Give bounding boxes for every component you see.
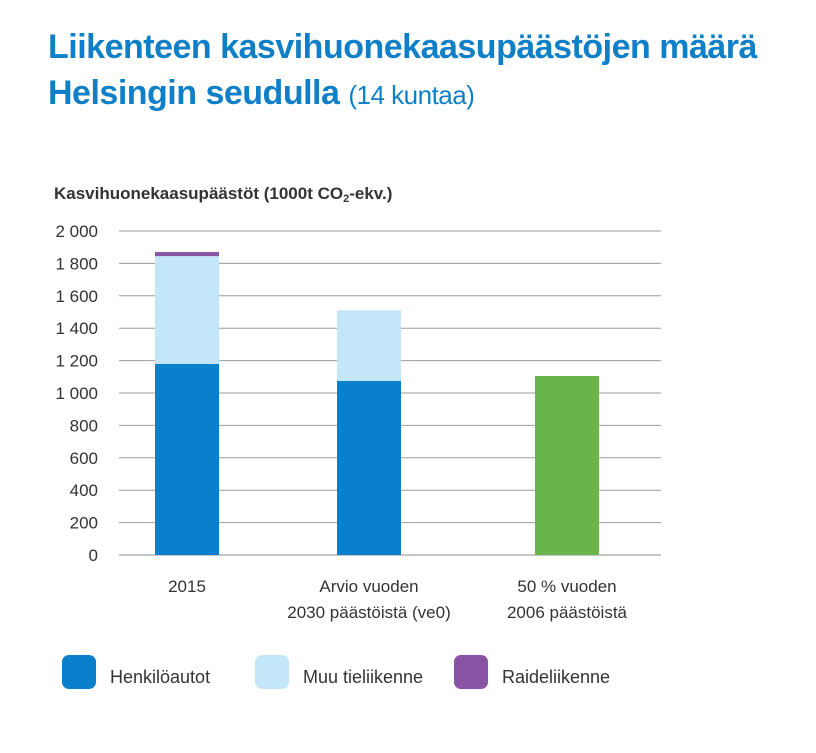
legend-swatch-henkiloautot [62, 655, 96, 689]
legend-item-henkiloautot [62, 654, 210, 690]
y-tick-label-0: 0 [88, 546, 98, 565]
y-tick-label-400: 400 [69, 481, 98, 501]
legend-item-muu-tieliikenne [255, 654, 423, 690]
y-axis-label-subscript: 2 [343, 193, 350, 205]
title-line-1: Liikenteen kasvihuonekaasupäästöjen määrä [48, 28, 757, 66]
y-axis-label-prefix: Kasvihuonekaasupäästöt (1000t CO [54, 184, 344, 203]
legend-label-henkiloautot: Henkilöautot [110, 666, 211, 687]
y-axis-label-suffix: -ekv.) [349, 184, 393, 203]
x-category-label-1-line-1: 2030 päästöistä (ve0) [287, 603, 451, 622]
y-tick-label-200: 200 [69, 513, 98, 533]
legend-swatch-muu-tieliikenne [255, 655, 289, 689]
title-region: Helsingin seudulla [48, 74, 340, 112]
x-category-label-1-line-0: Arvio vuoden [319, 577, 419, 596]
bar-0-series-1 [155, 256, 219, 364]
bar-0-series-0 [155, 364, 219, 555]
y-tick-label-600: 600 [69, 448, 98, 468]
x-category-label-2-line-1: 2006 päästöistä [506, 603, 628, 622]
title-note: (14 kuntaa) [348, 80, 475, 110]
y-tick-label-1800: 1 800 [55, 254, 98, 274]
y-tick-label-800: 800 [69, 416, 98, 436]
legend-item-raideliikenne [454, 654, 610, 690]
bar-1-series-1 [337, 310, 401, 380]
y-tick-label-1600: 1 600 [55, 286, 98, 306]
y-tick-label-1400: 1 400 [55, 319, 98, 339]
y-tick-label-1000: 1 000 [55, 384, 98, 403]
bar-2-series-3 [535, 376, 599, 555]
bar-1-series-0 [337, 381, 401, 555]
legend-label-muu-tieliikenne: Muu tieliikenne [303, 666, 424, 687]
legend-swatch-raideliikenne [454, 655, 488, 689]
legend-label-raideliikenne: Raideliikenne [502, 666, 611, 687]
bar-0-series-2 [155, 252, 219, 256]
y-tick-label-2000: 2 000 [55, 222, 98, 241]
y-tick-label-1200: 1 200 [55, 351, 98, 371]
x-category-label-0-line-0: 2015 [168, 577, 206, 596]
x-category-label-2-line-0: 50 % vuoden [517, 577, 617, 596]
